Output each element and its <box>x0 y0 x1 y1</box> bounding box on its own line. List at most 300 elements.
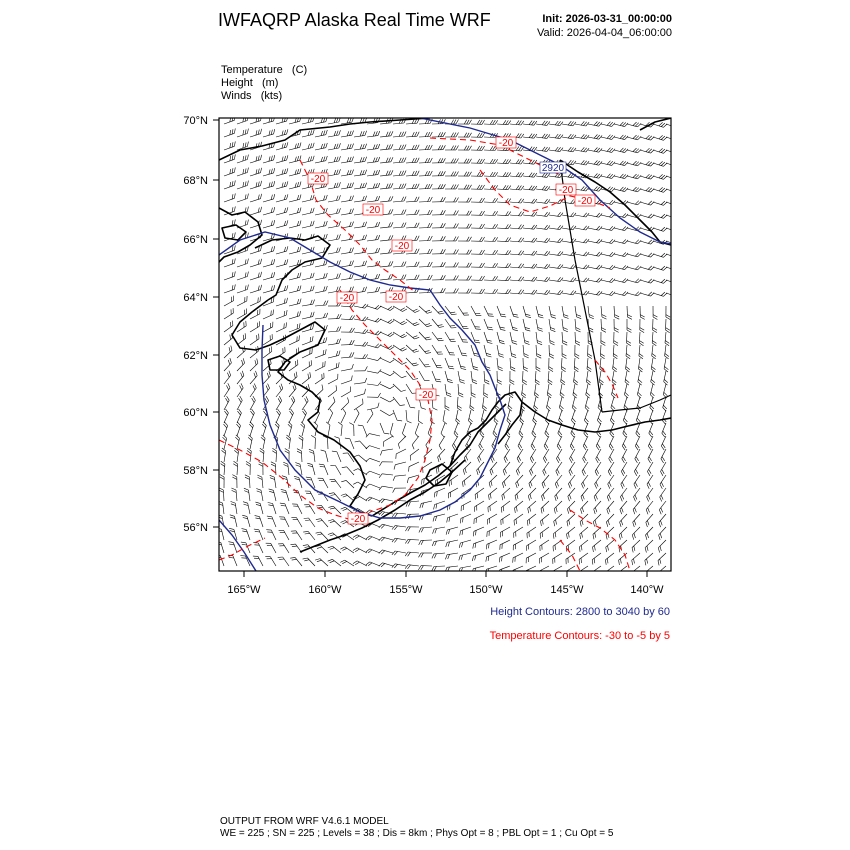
wind-barb-flag <box>510 380 514 383</box>
wind-barb <box>419 345 426 353</box>
wind-barb <box>289 316 300 319</box>
wind-barb-flag <box>612 214 615 218</box>
wind-barb-flag <box>634 559 635 564</box>
wind-barb-flag <box>310 130 311 135</box>
wind-barb-flag <box>636 444 639 448</box>
wind-barb-flag <box>432 554 434 559</box>
wind-barb-flag <box>389 249 391 254</box>
wind-barb-flag <box>234 258 235 263</box>
wind-barb-flag <box>547 264 550 268</box>
wind-barb-flag <box>240 396 243 400</box>
wind-barb-flag <box>538 314 543 315</box>
wind-barb-flag <box>428 249 430 254</box>
wind-barb-flag <box>504 458 506 463</box>
wind-barb <box>497 215 508 216</box>
wind-barb-flag <box>271 311 272 316</box>
height-contour-sw <box>219 520 256 571</box>
wind-barb <box>393 306 403 312</box>
wind-barb-flag <box>258 208 259 213</box>
wind-barb-flag <box>334 118 336 123</box>
wind-barb-flag <box>415 337 420 339</box>
svg-text:2920: 2920 <box>541 163 565 174</box>
wind-barb-flag <box>347 170 349 175</box>
wind-barb <box>380 358 390 363</box>
wind-barb-flag <box>404 197 406 202</box>
wind-barb-flag <box>506 289 509 293</box>
wind-barb-flag <box>415 433 418 437</box>
wind-barb <box>314 451 315 462</box>
wind-barb-flag <box>247 181 248 186</box>
wind-barb-flag <box>661 123 665 126</box>
wind-barb <box>406 332 415 339</box>
wind-barb <box>661 462 667 472</box>
wind-barb <box>461 514 471 518</box>
wind-barb-flag <box>281 384 283 389</box>
wind-barb-flag <box>567 522 568 527</box>
wind-barb <box>634 488 641 497</box>
wind-barb-flag <box>645 548 646 553</box>
wind-barb-flag <box>596 265 599 269</box>
wind-barb-flag <box>488 556 489 561</box>
wind-barb-flag <box>438 311 443 312</box>
wind-barb-flag <box>320 466 325 467</box>
wind-barb <box>474 514 484 519</box>
wind-barb-flag <box>373 158 375 163</box>
wind-barb-flag <box>319 464 324 465</box>
wind-barb-flag <box>430 249 432 254</box>
wind-barb <box>500 566 510 570</box>
wind-barb <box>354 404 363 410</box>
wind-barb-flag <box>583 459 586 463</box>
wind-barb-flag <box>461 555 462 560</box>
wind-barb <box>501 501 510 508</box>
wind-barb-flag <box>529 134 532 138</box>
wind-barb <box>263 290 274 293</box>
wind-barb-flag <box>456 250 459 254</box>
wind-barb <box>608 462 614 471</box>
wind-barb-flag <box>446 393 451 395</box>
wind-barb-flag <box>464 120 467 124</box>
temp-label-5 <box>416 389 436 401</box>
wind-barb-flag <box>589 315 594 317</box>
wind-barb-flag <box>556 471 558 476</box>
wind-barb-flag <box>648 459 651 463</box>
svg-text:-20: -20 <box>350 514 366 525</box>
wind-barb <box>475 488 484 495</box>
wind-barb-flag <box>287 207 288 212</box>
wind-barb-flag <box>363 196 365 201</box>
wind-barb-flag <box>456 185 459 189</box>
wind-barb-flag <box>388 307 392 310</box>
wind-barb-flag <box>632 548 633 553</box>
wind-barb-flag <box>255 516 260 517</box>
wind-barb-flag <box>376 157 378 162</box>
wind-barb <box>484 163 495 164</box>
wind-barb <box>497 319 501 329</box>
wind-barb-flag <box>560 135 563 139</box>
wind-barb <box>419 215 430 216</box>
wind-barb-flag <box>661 136 665 139</box>
wind-barb <box>488 514 498 520</box>
wind-barb-flag <box>611 431 614 435</box>
wind-barb-flag <box>368 498 372 501</box>
wind-barb-flag <box>274 259 275 264</box>
wind-barb <box>419 319 427 327</box>
wind-barb <box>635 436 640 446</box>
wind-barb <box>458 345 462 355</box>
wind-barb-flag <box>634 520 636 525</box>
wind-barb-flag <box>450 312 455 313</box>
wind-barb-flag <box>282 183 283 188</box>
wind-barb <box>328 200 339 202</box>
wind-barb-flag <box>572 431 575 435</box>
wind-barb-flag <box>659 161 663 164</box>
wind-barb-flag <box>428 236 430 241</box>
wind-barb-flag <box>551 317 556 319</box>
wind-barb <box>358 495 367 501</box>
wind-barb <box>315 366 325 371</box>
wind-barb <box>328 187 339 189</box>
wind-barb-flag <box>408 540 411 544</box>
wind-barb-flag <box>365 330 368 334</box>
wind-barb-flag <box>323 261 325 266</box>
wind-barb <box>510 358 511 369</box>
wind-barb-flag <box>323 157 325 162</box>
wind-barb-flag <box>230 531 235 532</box>
wind-barb <box>575 319 576 330</box>
wind-barb-flag <box>378 382 381 386</box>
wind-barb-flag <box>521 134 524 138</box>
wind-barb-flag <box>331 481 336 482</box>
wind-barb-flag <box>352 144 354 149</box>
wind-barb-flag <box>251 411 254 415</box>
wind-barb-flag <box>486 557 487 562</box>
wind-barb-flag <box>532 456 534 460</box>
wind-barb <box>223 503 224 514</box>
wind-barb <box>289 303 300 306</box>
wind-barb-flag <box>532 186 535 190</box>
wind-barb <box>393 319 402 325</box>
wind-barb <box>367 136 378 137</box>
wind-barb-flag <box>430 262 432 267</box>
wind-barb-flag <box>274 129 275 134</box>
wind-barb-flag <box>528 496 529 501</box>
wind-barb-flag <box>635 508 637 513</box>
wind-barb <box>382 474 393 475</box>
wind-barb <box>502 488 510 495</box>
wind-barb <box>224 276 234 280</box>
wind-barb <box>289 290 300 293</box>
lon-label: 160°W <box>308 584 342 596</box>
wind-barb-flag <box>612 240 615 244</box>
wind-barb-flag <box>363 354 366 358</box>
wind-barb <box>484 137 495 138</box>
wind-barb <box>419 410 420 421</box>
wind-barb-flag <box>557 469 559 474</box>
wind-barb-flag <box>273 310 274 315</box>
wind-barb-flag <box>297 143 298 148</box>
wind-barb <box>484 189 495 190</box>
wind-barb-flag <box>661 227 665 230</box>
wind-barb-flag <box>623 457 626 461</box>
wind-barb-flag <box>347 183 349 188</box>
wind-barb-flag <box>330 521 335 522</box>
wind-barb-flag <box>515 569 516 574</box>
wind-barb-flag <box>520 431 523 435</box>
wind-barb <box>487 527 497 532</box>
wind-barb <box>328 438 329 449</box>
wind-barb <box>448 488 458 493</box>
wind-barb-flag <box>347 157 349 162</box>
wind-barb-flag <box>474 340 479 341</box>
wind-barb-flag <box>614 330 618 332</box>
wind-barb-flag <box>554 521 555 526</box>
wind-barb <box>523 345 524 356</box>
wind-barb-flag <box>484 393 488 396</box>
wind-barb-flag <box>467 159 470 163</box>
wind-barb-flag <box>257 475 262 477</box>
wind-barb-flag <box>464 185 467 189</box>
wind-barb <box>393 227 404 228</box>
wind-barb-flag <box>430 158 432 163</box>
wind-barb-flag <box>659 135 663 138</box>
wind-barb-flag <box>558 147 561 151</box>
wind-barb-flag <box>521 290 524 294</box>
wind-barb-flag <box>310 337 311 342</box>
wind-barb-flag <box>545 134 548 138</box>
wind-barb-flag <box>517 494 518 499</box>
wind-barb-flag <box>350 170 352 175</box>
wind-barb <box>315 378 324 384</box>
wind-barb-flag <box>491 458 493 463</box>
wind-barb <box>406 410 407 421</box>
wind-barb-flag <box>336 183 338 188</box>
wind-barb-flag <box>428 132 430 137</box>
wind-barb-flag <box>388 346 392 349</box>
wind-barb <box>328 331 339 332</box>
wind-barb-flag <box>242 371 244 376</box>
wind-barb <box>447 540 458 542</box>
wind-barb-flag <box>428 171 430 176</box>
wind-barb <box>632 540 640 548</box>
wind-barb-flag <box>391 196 393 201</box>
wind-barb <box>370 471 380 475</box>
wind-barb-flag <box>628 317 632 319</box>
wind-barb-flag <box>436 504 437 509</box>
wind-barb-flag <box>412 184 414 189</box>
wind-barb <box>224 350 232 358</box>
wind-barb-flag <box>287 435 291 438</box>
footer-config: WE = 225 ; SN = 225 ; Levels = 38 ; Dis = 8km ; Phys Opt = 8 ; PBL Opt = 1 ; Cu Opt = 5 <box>220 828 614 839</box>
wind-barb-flag <box>284 465 289 467</box>
wind-barb-flag <box>339 195 341 200</box>
wind-barb-flag <box>596 252 599 256</box>
wind-barb-flag <box>558 251 561 255</box>
wind-barb-flag <box>661 214 665 217</box>
wind-barb <box>221 543 224 554</box>
wind-barb-flag <box>560 226 563 230</box>
wind-barb <box>380 266 391 267</box>
wind-barb-flag <box>243 335 244 340</box>
wind-barb-flag <box>467 172 470 176</box>
wind-barb-flag <box>638 279 642 283</box>
wind-barb-flag <box>271 169 272 174</box>
footer-model: OUTPUT FROM WRF V4.6.1 MODEL <box>220 816 389 827</box>
wind-barb-flag <box>627 315 631 317</box>
wind-barb-flag <box>661 472 663 476</box>
wind-barb-flag <box>478 458 480 463</box>
wind-barb-flag <box>638 149 642 153</box>
wind-barb-flag <box>446 542 448 547</box>
wind-barb <box>357 561 367 566</box>
wind-barb <box>289 147 300 150</box>
wind-barb <box>484 345 487 356</box>
wind-barb-flag <box>676 293 680 296</box>
wind-barb-flag <box>291 544 296 545</box>
wind-barb-flag <box>443 288 445 292</box>
wind-barb-flag <box>326 273 328 278</box>
wind-barb <box>354 135 365 137</box>
wind-barb <box>639 332 640 343</box>
wind-barb-flag <box>271 221 272 226</box>
wind-barb-flag <box>596 226 599 230</box>
wind-barb-flag <box>313 273 315 278</box>
wind-barb-flag <box>375 318 379 321</box>
wind-barb-flag <box>556 507 557 512</box>
wind-barb <box>484 215 495 216</box>
wind-barb <box>562 319 563 330</box>
wind-barb-flag <box>326 234 328 239</box>
wind-barb <box>549 306 551 317</box>
wind-barb-flag <box>462 482 463 487</box>
wind-barb-flag <box>400 348 404 350</box>
wind-barb <box>276 376 284 384</box>
wind-barb-flag <box>516 519 517 524</box>
wind-barb-flag <box>258 169 259 174</box>
wind-barb-flag <box>432 567 434 571</box>
wind-barb-flag <box>428 197 430 202</box>
wind-barb-flag <box>299 438 303 441</box>
wind-barb <box>369 434 380 436</box>
wind-barb-flag <box>287 246 288 251</box>
wind-barb-flag <box>459 395 464 397</box>
wind-barb-flag <box>376 235 378 240</box>
wind-barb-flag <box>271 195 272 200</box>
wind-barb-flag <box>336 196 338 201</box>
wind-barb-flag <box>521 264 524 268</box>
wind-barb <box>497 150 508 151</box>
wind-barb <box>593 514 601 522</box>
wind-barb-flag <box>270 475 275 477</box>
wind-barb-flag <box>230 130 231 135</box>
wind-barb-flag <box>284 286 285 291</box>
wind-barb-flag <box>587 380 591 383</box>
wind-barb-flag <box>349 423 353 425</box>
wind-barb <box>553 527 562 534</box>
wind-barb-flag <box>660 546 661 551</box>
wind-barb-flag <box>558 290 561 294</box>
wind-barb-flag <box>635 495 637 500</box>
wind-barb-flag <box>548 380 552 383</box>
wind-barb-flag <box>405 565 408 569</box>
wind-barb-flag <box>339 143 341 148</box>
wind-barb-flag <box>310 156 311 161</box>
wind-barb-flag <box>326 313 328 318</box>
wind-barb-flag <box>236 435 240 438</box>
wind-barb <box>475 501 484 507</box>
wind-barb-flag <box>652 354 656 357</box>
wind-barb-flag <box>307 463 312 464</box>
wind-barb-flag <box>350 118 352 123</box>
wind-barb-flag <box>571 135 574 139</box>
wind-barb <box>302 401 308 410</box>
wind-barb-flag <box>521 160 524 164</box>
wind-barb-flag <box>558 134 561 138</box>
wind-barb-flag <box>373 171 375 176</box>
wind-barb-flag <box>659 535 661 540</box>
wind-barb <box>289 251 300 254</box>
wind-barb <box>484 176 495 177</box>
wind-barb <box>582 475 589 484</box>
wind-barb-flag <box>454 433 457 437</box>
wind-barb <box>224 313 233 319</box>
wind-barb-flag <box>232 259 233 264</box>
wind-barb-flag <box>674 136 678 139</box>
wind-barb-flag <box>516 159 519 163</box>
wind-barb <box>224 326 233 333</box>
wind-barb-flag <box>542 186 545 190</box>
lon-label: 155°W <box>389 584 423 596</box>
wind-barb <box>570 436 575 446</box>
wind-barb-flag <box>467 198 470 202</box>
wind-barb-flag <box>549 367 553 370</box>
wind-barb-flag <box>635 201 639 205</box>
wind-barb-flag <box>232 321 233 326</box>
wind-barb <box>516 475 523 483</box>
wind-barb-flag <box>245 155 246 160</box>
wind-barb <box>380 384 390 389</box>
wind-barb <box>497 176 508 177</box>
wind-barb-flag <box>339 221 341 226</box>
wind-barb-flag <box>558 264 561 268</box>
temp-label-4 <box>386 291 406 303</box>
wind-barb-flag <box>261 246 262 251</box>
wind-barb-flag <box>354 455 359 457</box>
wind-barb-flag <box>482 211 485 215</box>
wind-barb-flag <box>415 236 417 241</box>
wind-barb-flag <box>614 341 618 344</box>
wind-barb-flag <box>328 559 333 561</box>
wind-barb-flag <box>438 467 439 472</box>
wind-barb-flag <box>451 146 453 150</box>
wind-barb-flag <box>594 546 595 551</box>
svg-text:-20: -20 <box>394 241 410 252</box>
wind-barb <box>276 251 287 254</box>
wind-barb <box>370 484 380 488</box>
wind-barb-flag <box>286 322 287 327</box>
wind-barb-flag <box>404 171 406 176</box>
wind-barb <box>308 531 315 540</box>
wind-barb <box>581 501 589 509</box>
wind-barb-flag <box>530 507 531 512</box>
wind-barb-flag <box>287 168 288 173</box>
wind-barb <box>527 540 536 546</box>
wind-barb <box>250 376 257 384</box>
wind-barb-flag <box>633 174 637 178</box>
wind-barb-flag <box>260 448 264 451</box>
wind-barb-flag <box>518 446 521 450</box>
wind-barb <box>461 527 471 531</box>
